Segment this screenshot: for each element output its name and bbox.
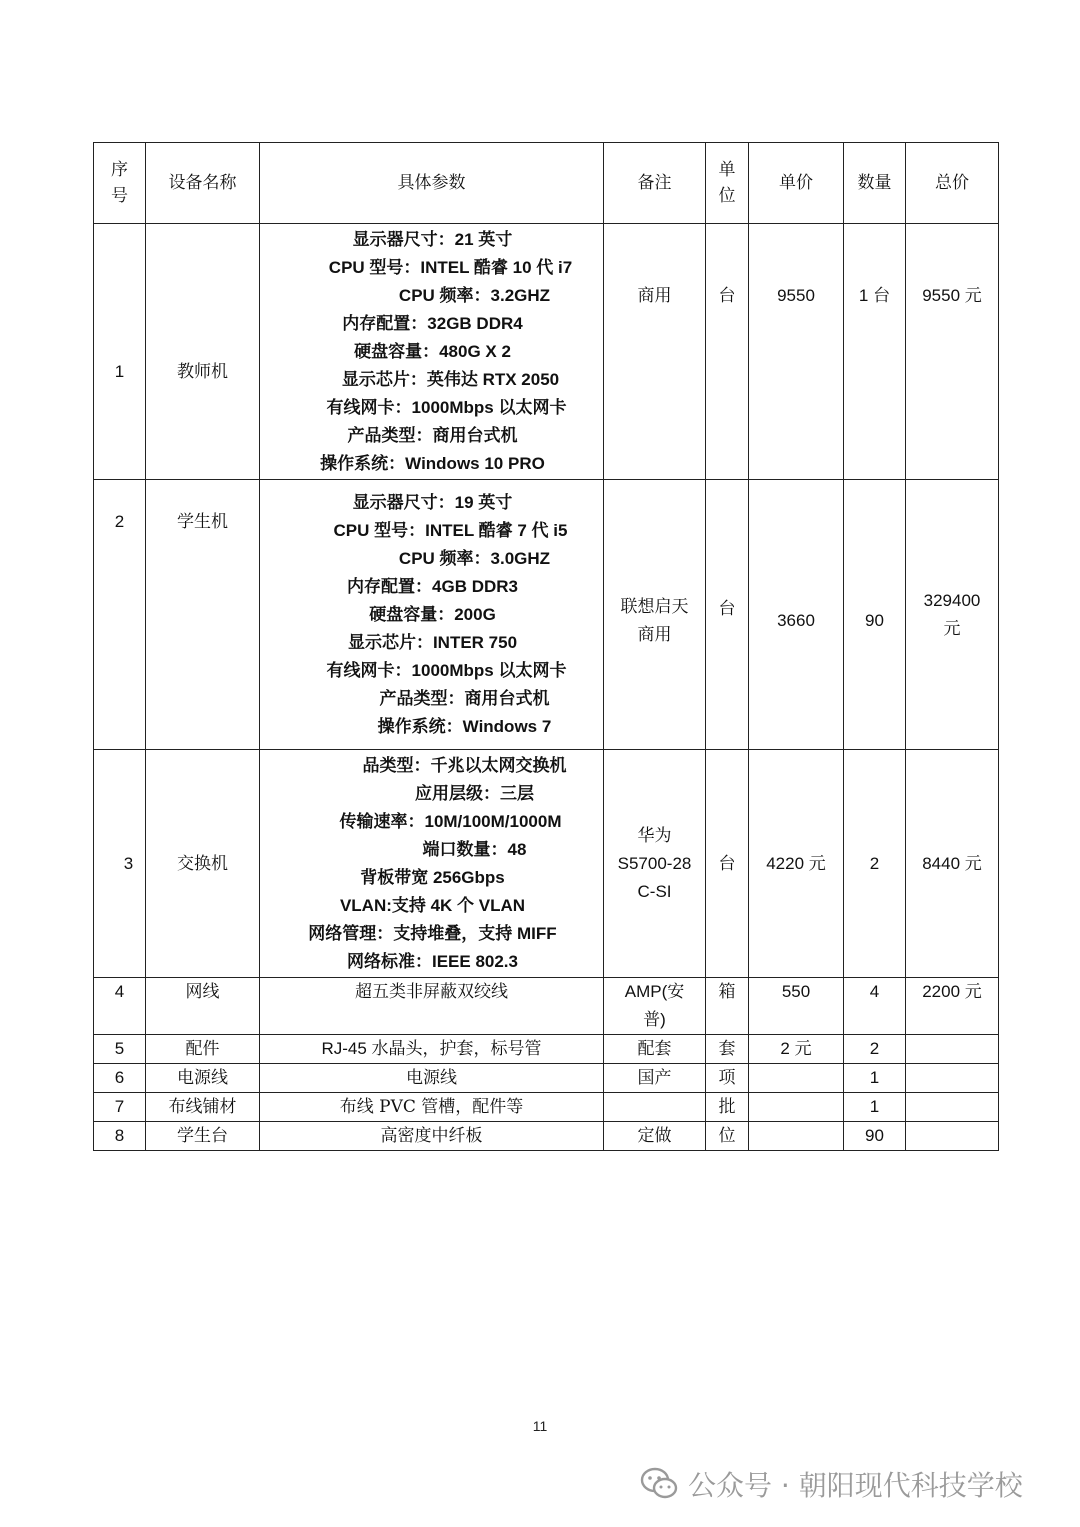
- cell-note: 国产: [604, 1064, 706, 1093]
- table-row: [94, 224, 999, 480]
- spec-line: 传输速率：10M/100M/1000M: [339, 811, 562, 831]
- spec-line: 内存配置：32GB DDR4: [342, 313, 523, 333]
- cell-note: 联想启天商用: [604, 480, 706, 750]
- cell-name: 交换机: [146, 750, 260, 978]
- page-number: 11: [532, 1418, 548, 1434]
- wechat-icon: [640, 1467, 678, 1501]
- cell-spec: [260, 750, 604, 978]
- cell-unit: 位: [706, 1122, 749, 1151]
- cell-spec: 高密度中纤板: [260, 1122, 604, 1151]
- cell-price: [749, 1093, 844, 1122]
- cell-no: 1: [94, 224, 146, 480]
- spec-line: CPU 频率：3.2GHZ: [398, 285, 551, 305]
- cell-name: 电源线: [146, 1064, 260, 1093]
- cell-name: 学生台: [146, 1122, 260, 1151]
- cell-total: [906, 1035, 999, 1064]
- cell-no: 7: [94, 1093, 146, 1122]
- cell-qty: 1 台: [844, 224, 906, 480]
- spec-line: 品类型：千兆以太网交换机: [362, 755, 567, 775]
- cell-name: 学生机: [146, 480, 260, 750]
- cell-price: 3660: [749, 480, 844, 750]
- cell-qty: 90: [844, 480, 906, 750]
- table-row: [94, 978, 999, 1035]
- cell-spec: 布线 PVC 管槽，配件等: [260, 1093, 604, 1122]
- spec-line: 硬盘容量：480G X 2: [354, 341, 511, 361]
- spec-line: 产品类型：商用台式机: [379, 688, 550, 708]
- header-price: 单价: [749, 143, 844, 224]
- spec-line: 应用层级：三层: [415, 783, 534, 803]
- table-row: [94, 1064, 999, 1093]
- spec-line: 操作系统：Windows 10 PRO: [320, 453, 545, 473]
- cell-qty: 2: [844, 750, 906, 978]
- cell-qty: 90: [844, 1122, 906, 1151]
- table-row: [94, 1093, 999, 1122]
- header-spec: 具体参数: [260, 143, 604, 224]
- cell-qty: 4: [844, 978, 906, 1035]
- table-row: [94, 480, 999, 750]
- cell-note: 华为 S5700-28 C-SI: [604, 750, 706, 978]
- cell-price: [749, 1122, 844, 1151]
- cell-price: 9550: [749, 224, 844, 480]
- spec-line: 有线网卡：1000Mbps 以太网卡: [326, 660, 567, 680]
- cell-no: 8: [94, 1122, 146, 1151]
- cell-unit: 箱: [706, 978, 749, 1035]
- cell-unit: 台: [706, 750, 749, 978]
- cell-unit: 台: [706, 224, 749, 480]
- cell-no: 6: [94, 1064, 146, 1093]
- spec-line: CPU 频率：3.0GHZ: [398, 548, 551, 568]
- header-no: 序号: [94, 143, 146, 224]
- cell-note: [604, 1093, 706, 1122]
- cell-spec: 电源线: [260, 1064, 604, 1093]
- cell-total: [906, 1064, 999, 1093]
- cell-spec: RJ-45 水晶头，护套，标号管: [260, 1035, 604, 1064]
- spec-line: 有线网卡：1000Mbps 以太网卡: [326, 397, 567, 417]
- cell-no: 4: [94, 978, 146, 1035]
- cell-name: 配件: [146, 1035, 260, 1064]
- header-qty: 数量: [844, 143, 906, 224]
- table-row: [94, 1122, 999, 1151]
- spec-line: 产品类型：商用台式机: [347, 425, 518, 445]
- spec-line: 内存配置：4GB DDR3: [347, 576, 518, 596]
- spec-line: VLAN:支持 4K 个 VLAN: [339, 895, 526, 915]
- spec-line: 显示器尺寸：19 英寸: [352, 492, 513, 512]
- cell-qty: 1: [844, 1093, 906, 1122]
- cell-name: 教师机: [146, 224, 260, 480]
- cell-unit: 项: [706, 1064, 749, 1093]
- cell-total: 329400 元: [906, 480, 999, 750]
- spec-line: 硬盘容量：200G: [369, 604, 496, 624]
- cell-price: 550: [749, 978, 844, 1035]
- cell-name: 布线铺材: [146, 1093, 260, 1122]
- watermark: [640, 1460, 1023, 1508]
- cell-qty: 2: [844, 1035, 906, 1064]
- cell-spec: 超五类非屏蔽双绞线: [260, 978, 604, 1035]
- spec-line: 网络标准：IEEE 802.3: [346, 951, 518, 971]
- cell-unit: 台: [706, 480, 749, 750]
- spec-line: 显示芯片：INTER 750: [347, 632, 518, 652]
- header-name: 设备名称: [146, 143, 260, 224]
- cell-name: 网线: [146, 978, 260, 1035]
- spec-line: 操作系统：Windows 7: [377, 716, 552, 736]
- cell-total: [906, 1093, 999, 1122]
- cell-total: [906, 1122, 999, 1151]
- cell-note: 定做: [604, 1122, 706, 1151]
- watermark-text: 公众号 · 朝阳现代科技学校: [688, 1469, 1023, 1502]
- cell-no: 5: [94, 1035, 146, 1064]
- cell-price: 4220 元: [749, 750, 844, 978]
- cell-spec: [260, 224, 604, 480]
- header-unit: 单位: [706, 143, 749, 224]
- cell-note: AMP(安普): [604, 978, 706, 1035]
- equipment-table: [93, 142, 999, 1151]
- cell-qty: 1: [844, 1064, 906, 1093]
- cell-total: 2200 元: [906, 978, 999, 1035]
- cell-price: [749, 1064, 844, 1093]
- table-row: [94, 1035, 999, 1064]
- cell-unit: 套: [706, 1035, 749, 1064]
- spec-line: CPU 型号：INTEL 酷睿 7 代 i5: [333, 520, 568, 540]
- header-note: 备注: [604, 143, 706, 224]
- spec-line: 网络管理：支持堆叠，支持 MIFF: [308, 923, 557, 943]
- table-row: [94, 750, 999, 978]
- cell-total: 8440 元: [906, 750, 999, 978]
- spec-line: CPU 型号：INTEL 酷睿 10 代 i7: [328, 257, 573, 277]
- cell-total: 9550 元: [906, 224, 999, 480]
- cell-price: 2 元: [749, 1035, 844, 1064]
- cell-spec: [260, 480, 604, 750]
- cell-no: 2: [94, 480, 146, 750]
- spec-line: 端口数量：48: [422, 839, 527, 859]
- spec-line: 背板带宽 256Gbps: [360, 867, 505, 887]
- spec-line: 显示器尺寸：21 英寸: [352, 229, 513, 249]
- spec-line: 显示芯片：英伟达 RTX 2050: [341, 369, 560, 389]
- cell-note: 配套: [604, 1035, 706, 1064]
- header-row: [94, 143, 999, 224]
- cell-no: 3: [94, 750, 146, 978]
- header-total: 总价: [906, 143, 999, 224]
- cell-note: 商用: [604, 224, 706, 480]
- cell-unit: 批: [706, 1093, 749, 1122]
